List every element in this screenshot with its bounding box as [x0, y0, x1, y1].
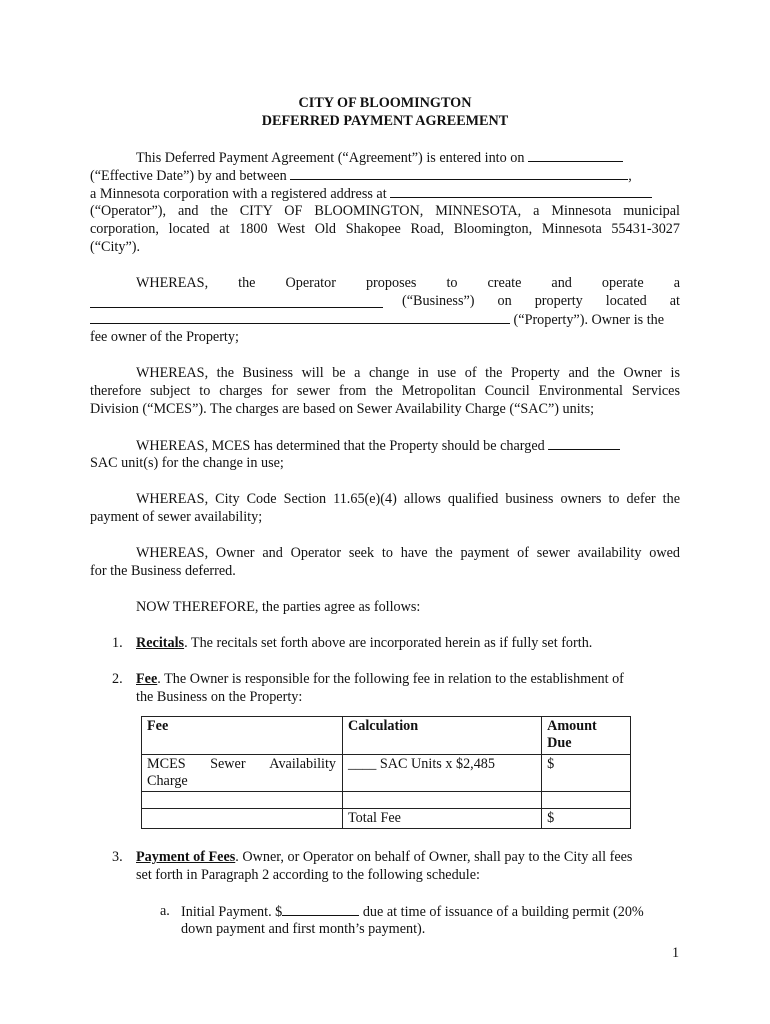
whereas5-line-2: for the Business deferred. — [90, 563, 236, 579]
business-blank — [90, 294, 383, 308]
header-amount-due — [542, 717, 631, 755]
item3-line-2: set forth in Paragraph 2 according to the following schedule: — [136, 867, 480, 883]
total-fee-label: Total Fee — [342, 809, 541, 829]
item3a-line-1 — [181, 902, 644, 921]
fee-table-empty-row — [142, 792, 631, 809]
item3a-letter: a. — [160, 903, 170, 919]
item3a-line-2: down payment and first month’s payment). — [181, 921, 426, 937]
initial-payment-blank — [282, 902, 359, 916]
item1-heading: Recitals — [136, 635, 185, 651]
whereas3-line-1 — [136, 436, 620, 455]
party-name-blank — [290, 166, 628, 180]
item2-text-1: . The Owner is responsible for the following fee in relation to the establishment of — [157, 671, 624, 687]
fee-table-total-row — [142, 809, 631, 829]
item1-text: . The recitals set forth above are incorporated herein as if fully set forth. — [184, 635, 593, 651]
header-calculation: Calculation — [342, 717, 541, 755]
intro-line-1 — [136, 148, 623, 167]
whereas4-line-1: WHEREAS, City Code Section 11.65(e)(4) allows qualified business owners to defer the — [136, 491, 680, 507]
whereas2-line-2: therefore subject to charges for sewer from the Metropolitan Council Environmental Services — [90, 383, 680, 399]
header-amount-due-text: Amount Due — [547, 718, 597, 751]
whereas4-line-2: payment of sewer availability; — [90, 509, 263, 525]
empty-cell — [142, 809, 343, 829]
property-blank — [90, 310, 510, 324]
item3a-text-1a: Initial Payment. $ — [181, 904, 283, 920]
empty-cell — [542, 792, 631, 809]
item2-heading: Fee — [136, 671, 158, 687]
item1-number: 1. — [112, 635, 123, 651]
item3-line-1 — [136, 848, 632, 866]
address-blank — [390, 184, 652, 198]
whereas1-text-2: (“Business”) on property located at — [402, 293, 680, 309]
item3-heading: Payment of Fees — [136, 849, 236, 865]
empty-cell — [142, 792, 343, 809]
intro-text-1: This Deferred Payment Agreement (“Agreement”) is entered into on — [136, 150, 525, 166]
item2-line-1 — [136, 670, 624, 688]
whereas2-line-1: WHEREAS, the Business will be a change in use of the Property and the Owner is — [136, 365, 680, 381]
whereas1-text-3: (“Property”). Owner is the — [513, 312, 665, 328]
empty-cell — [342, 792, 541, 809]
whereas3-text-1: WHEREAS, MCES has determined that the Property should be charged — [136, 438, 545, 454]
whereas1-line-4: fee owner of the Property; — [90, 329, 239, 345]
fee-table-row — [142, 755, 631, 792]
intro-text-2: (“Effective Date”) by and between — [90, 168, 287, 184]
fee-cell — [142, 755, 343, 792]
header-fee: Fee — [142, 717, 343, 755]
item3a-text-1b: due at time of issuance of a building permit (20% — [359, 904, 644, 920]
fee-cell-text: MCES Sewer Availability Charge — [147, 756, 336, 789]
amount-cell: $ — [542, 755, 631, 792]
item1-line — [136, 634, 592, 652]
whereas1-line-3 — [90, 310, 664, 329]
item2-line-2: the Business on the Property: — [136, 689, 303, 705]
intro-line-6: (“City”). — [90, 239, 141, 255]
intro-line-2 — [90, 166, 632, 185]
whereas2-line-3: Division (“MCES”). The charges are based on Sewer Availability Charge (“SAC”) units; — [90, 401, 595, 417]
whereas1-line-1: WHEREAS, the Operator proposes to create and operate a — [136, 275, 680, 291]
now-therefore: NOW THEREFORE, the parties agree as follows: — [136, 599, 421, 615]
whereas3-line-2: SAC unit(s) for the change in use; — [90, 455, 284, 471]
item3-text-1: . Owner, or Operator on behalf of Owner, shall pay to the City all fees — [235, 849, 633, 865]
sac-units-blank — [548, 436, 620, 450]
intro-text-3: a Minnesota corporation with a registered address at — [90, 186, 387, 202]
intro-comma: , — [628, 168, 632, 184]
calculation-cell: ____ SAC Units x $2,485 — [342, 755, 541, 792]
fee-table — [141, 716, 631, 829]
title-line-1: CITY OF BLOOMINGTON — [298, 95, 472, 111]
item3-number: 3. — [112, 849, 123, 865]
title-line-2: DEFERRED PAYMENT AGREEMENT — [261, 113, 509, 129]
intro-line-5: corporation, located at 1800 West Old Shakopee Road, Bloomington, Minnesota 55431-3027 — [90, 221, 680, 237]
fee-table-header-row — [142, 717, 631, 755]
intro-line-3 — [90, 184, 652, 203]
intro-line-4: (“Operator”), and the CITY OF BLOOMINGTON, MINNESOTA, a Minnesota municipal — [90, 203, 680, 219]
whereas5-line-1: WHEREAS, Owner and Operator seek to have the payment of sewer availability owed — [136, 545, 680, 561]
page-number: 1 — [672, 945, 680, 961]
total-fee-amount: $ — [542, 809, 631, 829]
item2-number: 2. — [112, 671, 123, 687]
effective-date-blank — [528, 148, 623, 162]
